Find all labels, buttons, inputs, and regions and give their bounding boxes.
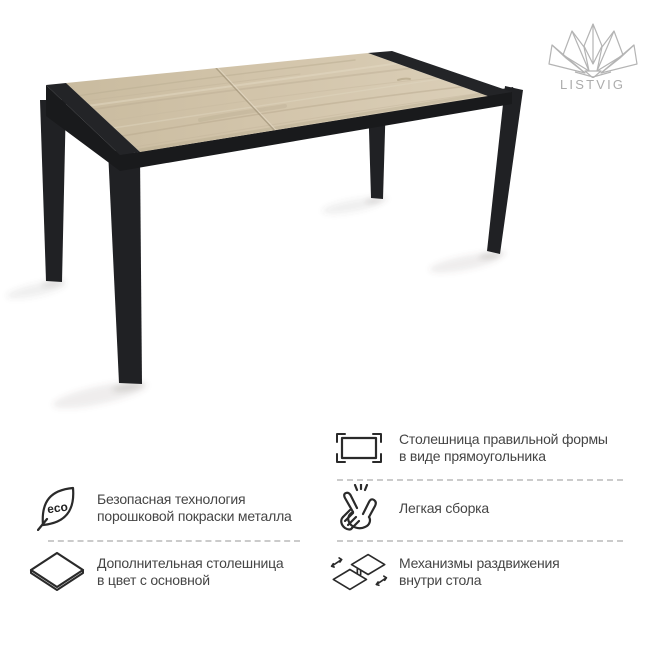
feature-eco-coating xyxy=(28,484,328,532)
brand-logo xyxy=(543,20,647,83)
feature-text xyxy=(97,491,292,525)
easy-assembly-snap-icon xyxy=(330,484,388,532)
brand-name: LISTVIG xyxy=(560,77,626,92)
divider-dashed xyxy=(48,540,300,542)
feature-text xyxy=(399,431,608,465)
feature-line: Легкая сборка xyxy=(399,499,489,516)
feature-easy-assembly xyxy=(330,484,642,532)
divider-dashed xyxy=(337,479,623,481)
feature-extension-mechanism xyxy=(330,549,642,595)
feature-text xyxy=(399,500,489,517)
feature-line: внутри стола xyxy=(399,572,482,588)
feature-extra-tabletop xyxy=(28,549,328,595)
feature-line: порошковой покраски металла xyxy=(97,508,292,524)
front-right-leg xyxy=(487,86,523,254)
feature-line: в цвет с основной xyxy=(97,572,210,588)
feature-rectangle-tabletop xyxy=(330,425,642,471)
feature-text xyxy=(97,555,284,589)
rectangle-tabletop-icon xyxy=(330,432,388,464)
eco-leaf-icon xyxy=(28,485,86,531)
feature-text xyxy=(399,555,560,589)
eco-badge-text: eco xyxy=(46,499,69,517)
extension-mechanism-icon xyxy=(330,549,388,595)
front-left-leg xyxy=(108,150,142,384)
feature-line: в виде прямоугольника xyxy=(399,448,546,464)
feature-line: Дополнительная столешница xyxy=(97,555,284,571)
lotus-logo-icon xyxy=(543,20,647,78)
divider-dashed xyxy=(337,540,623,542)
floor-shadow xyxy=(5,195,505,414)
feature-line: Столешница правильной формы xyxy=(399,431,608,447)
extra-tabletop-icon xyxy=(28,551,86,593)
feature-line: Безопасная технология xyxy=(97,491,246,507)
feature-line: Механизмы раздвижения xyxy=(399,555,560,571)
